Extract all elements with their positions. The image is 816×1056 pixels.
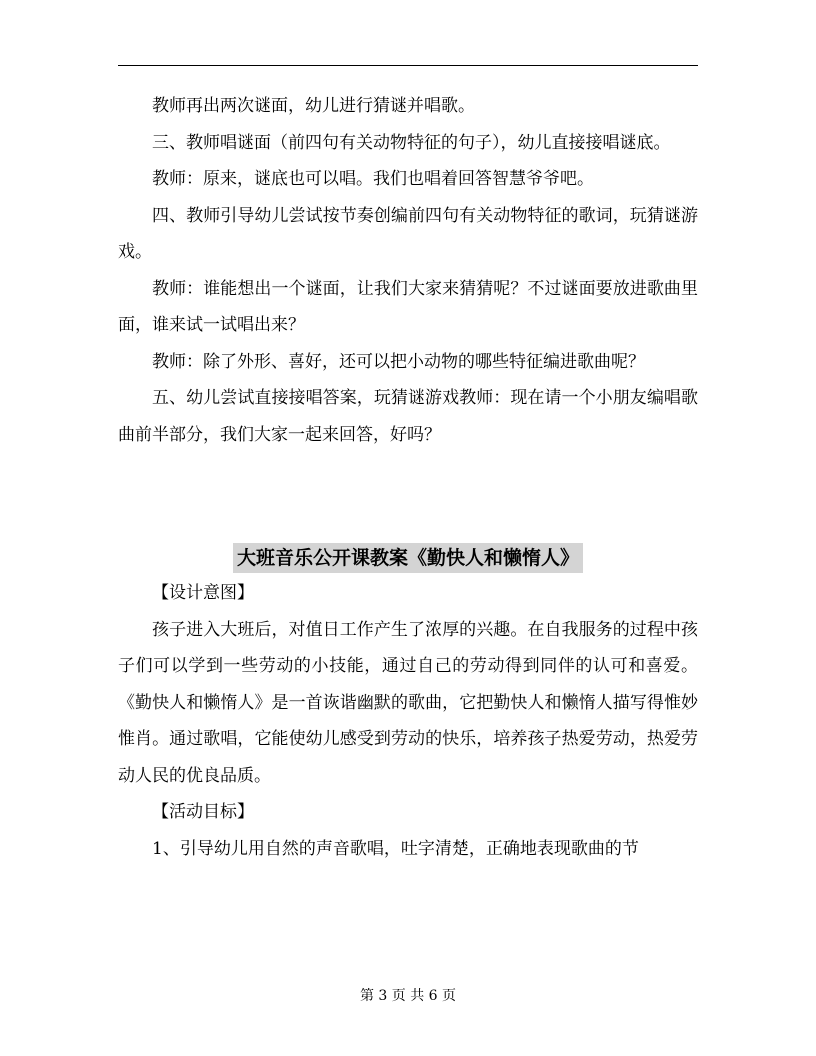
section-heading: 【活动目标】: [152, 802, 254, 822]
header-rule: [118, 65, 698, 66]
paragraph: 教师：除了外形、喜好，还可以把小动物的哪些特征编进歌曲呢？: [152, 351, 645, 372]
paragraph: 教师：谁能想出一个谜面，让我们大家来猜猜呢？不过谜面要放进歌曲里面，谁来试一试唱出来？: [118, 278, 698, 335]
paragraph: 教师：原来，谜底也可以唱。我们也唱着回答智慧爷爷吧。: [152, 169, 594, 189]
page-footer: 第 3 页 共 6 页: [359, 988, 457, 1004]
section-title-wrap: [118, 543, 698, 573]
paragraph: 教师再出两次谜面，幼儿进行猜谜并唱歌。: [152, 96, 475, 116]
paragraph: 1、引导幼儿用自然的声音歌唱，吐字清楚，正确地表现歌曲的节: [152, 838, 639, 859]
section-heading: 【设计意图】: [152, 583, 254, 603]
section-gap: [118, 453, 698, 543]
paragraph: 四、教师引导幼儿尝试按节奏创编前四句有关动物特征的歌词，玩猜谜游戏。: [118, 205, 698, 262]
paragraph: 五、幼儿尝试直接接唱答案，玩猜谜游戏教师：现在请一个小朋友编唱歌曲前半部分，我们大家一起来回答，好吗？: [118, 388, 698, 445]
page-content: [118, 88, 698, 867]
paragraph: 三、教师唱谜面（前四句有关动物特征的句子），幼儿直接接唱谜底。: [152, 132, 671, 153]
paragraph: 孩子进入大班后，对值日工作产生了浓厚的兴趣。在自我服务的过程中孩子们可以学到一些劳动的小技能，通过自己的劳动得到同伴的认可和喜爱。《勤快人和懒惰人》是一首诙谐幽默的歌曲，它把勤快人和懒惰人描写得惟妙惟肖。通过歌唱，它能使幼儿感受到劳动的快乐，培养孩子热爱劳动，热爱劳动人民的优良品质。: [118, 619, 698, 786]
section-title: 大班音乐公开课教案《勤快人和懒惰人》: [233, 543, 583, 573]
